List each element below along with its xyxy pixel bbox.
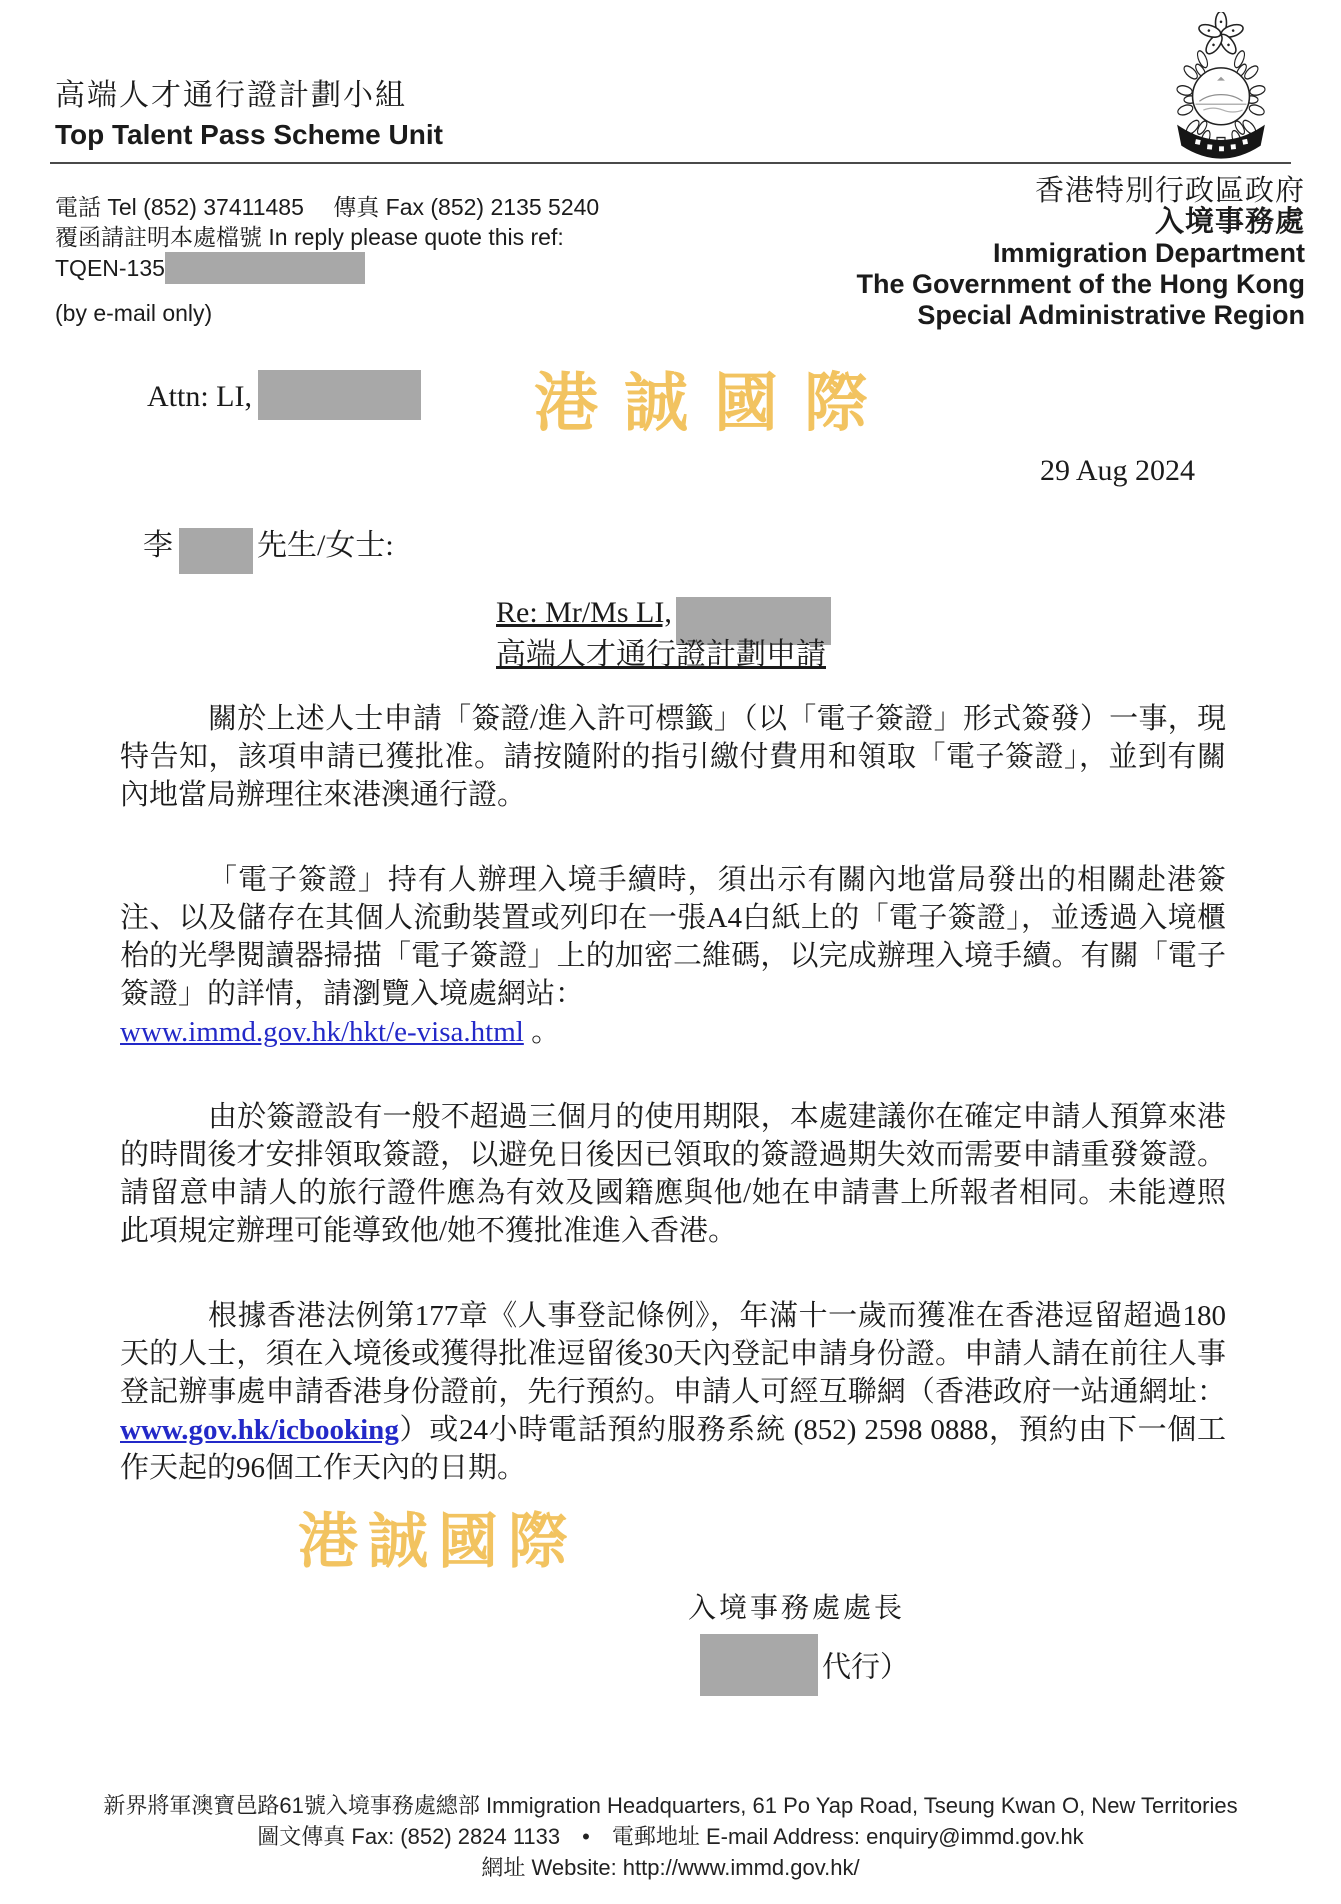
unit-title-zh: 高端人才通行證計劃小組: [55, 79, 407, 112]
attn-line: [147, 378, 421, 420]
footer-fax-email: 圖文傳真 Fax: (852) 2824 1133 • 電郵地址 E-mail Address: enquiry@immd.gov.hk: [257, 1824, 1084, 1849]
redaction-box: [700, 1634, 818, 1696]
letter-footer: [0, 1790, 1341, 1883]
redaction-box: [165, 252, 365, 284]
icbooking-link[interactable]: www.gov.hk/icbooking: [120, 1414, 399, 1446]
signature-title: 入境事務處處長: [688, 1593, 906, 1624]
contact-block: [55, 192, 599, 288]
paragraph-4-text-2: ）或24小時電話預約服務系統 (852) 2598 0888，預約由下一個工作天起的96個工作天內的日期。: [120, 1414, 1226, 1484]
ref-quote-line: 覆函請註明本處檔號 In reply please quote this ref:: [55, 224, 564, 250]
paragraph-1: 關於上述人士申請「簽證/進入許可標籤」（以「電子簽證」形式簽發）一事，現特告知，該項申請已獲批准。請按隨附的指引繳付費用和領取「電子簽證」，並到有關內地當局辦理往來港澳通行證。: [120, 703, 1226, 811]
dept-name-zh: 入境事務處: [1154, 206, 1305, 238]
paragraph-2-after-link: 。: [523, 1016, 561, 1048]
paragraph-2-text: 「電子簽證」持有人辦理入境手續時，須出示有關內地當局發出的相關赴港簽注、以及儲存在其個人流動裝置或列印在一張A4白紙上的「電子簽證」，並透過入境櫃枱的光學閱讀器掃描「電子簽證」上的加密二維碼，以完成辦理入境手續。有關「電子簽證」的詳情，請瀏覽入境處網站：: [120, 864, 1226, 1010]
paragraph-3: 由於簽證設有一般不超過三個月的使用期限，本處建議你在確定申請人預算來港的時間後才安排領取簽證，以避免日後因已領取的簽證過期失效而需要申請重發簽證。請留意申請人的旅行證件應為有效及國籍應與他/她在申請書上所報者相同。未能遵照此項規定辦理可能導致他/她不獲批准進入香港。: [120, 1101, 1226, 1247]
attn-label: Attn: LI,: [147, 379, 252, 413]
salutation-title: 先生/女士:: [257, 529, 394, 562]
salutation-surname: 李: [143, 529, 173, 562]
watermark-stamp: 港誠國際: [298, 1508, 578, 1575]
delivery-note: (by e-mail only): [55, 300, 213, 326]
letter-body: [120, 700, 1226, 1534]
letter-date: 29 Aug 2024: [1039, 454, 1195, 487]
subject-line1-row: [496, 592, 831, 634]
unit-title-en: Top Talent Pass Scheme Unit: [55, 119, 443, 150]
ref-number: TQEN-135: [55, 255, 165, 282]
salutation-line: [143, 520, 394, 568]
hk-immigration-crest-icon: [1159, 12, 1283, 164]
redaction-box: [179, 528, 253, 574]
evisa-link[interactable]: www.immd.gov.hk/hkt/e-visa.html: [120, 1016, 524, 1048]
header-divider: [50, 162, 1291, 164]
dept-gov-zh: 香港特別行政區政府: [1034, 175, 1305, 207]
tel-fax-line: 電話 Tel (852) 37411485 傳真 Fax (852) 2135 5240: [55, 194, 600, 220]
dept-gov-en-line1: The Government of the Hong Kong: [856, 269, 1305, 299]
subject-line2: 高端人才通行證計劃申請: [496, 638, 826, 671]
paragraph-4: [120, 1297, 1226, 1487]
unit-title-block: [55, 70, 443, 151]
footer-address: 新界將軍澳寶邑路61號入境事務處總部 Immigration Headquarters, 61 Po Yap Road, Tseung Kwan O, New Territories: [103, 1793, 1238, 1818]
signature-pp-suffix: 代行）: [822, 1651, 910, 1684]
department-block: [857, 176, 1305, 331]
dept-name-en: Immigration Department: [992, 238, 1305, 268]
signature-pp-line: [700, 1634, 909, 1696]
paragraph-4-text-1: 根據香港法例第177章《人事登記條例》，年滿十一歲而獲准在香港逗留超過180天的人士，須在入境後或獲得批准逗留後30天內登記申請身份證。申請人請在前往人事登記辦事處申請香港身份證前，先行預約。申請人可經互聯網（香港政府一站通網址：: [120, 1300, 1226, 1408]
dept-gov-en-line2: Special Administrative Region: [917, 300, 1305, 330]
paragraph-2: [120, 861, 1226, 1051]
footer-website: 網址 Website: http://www.immd.gov.hk/: [481, 1855, 860, 1880]
subject-block: [496, 592, 831, 676]
subject-line1: Re: Mr/Ms LI,: [496, 596, 672, 629]
watermark-stamp: 港誠國際: [534, 367, 894, 439]
ref-number-line: [55, 252, 599, 288]
redaction-box: [258, 370, 421, 420]
